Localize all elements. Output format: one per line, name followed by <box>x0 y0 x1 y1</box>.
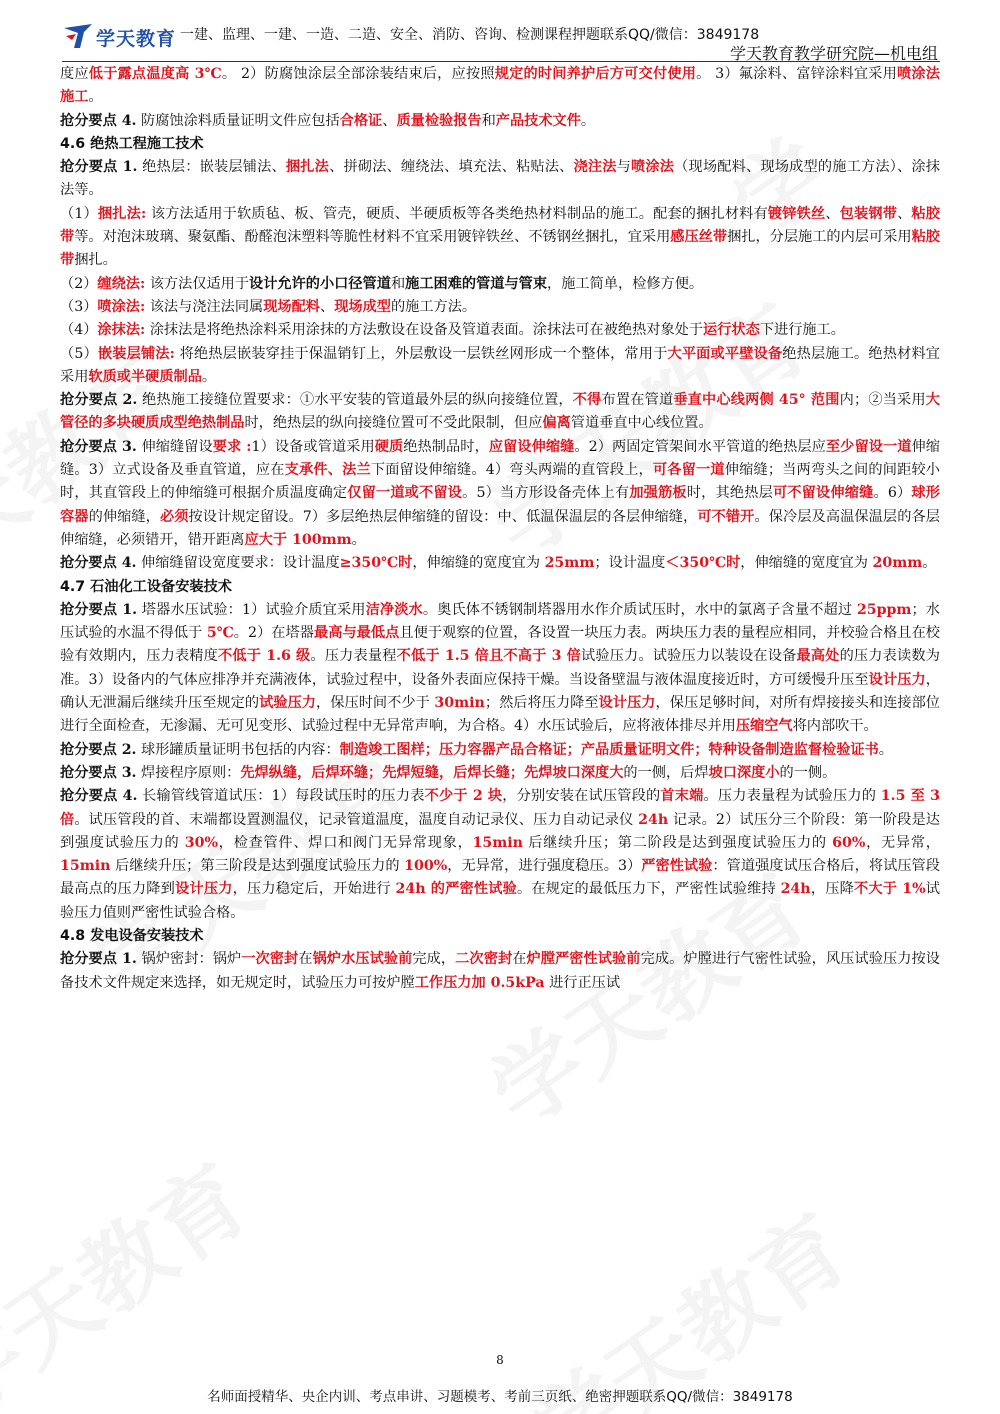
highlight-text: 支承件、法兰 <box>284 462 371 479</box>
highlight-text: 20mm <box>872 555 923 572</box>
highlight-text: 首末端 <box>660 788 704 805</box>
highlight-text: 合格证 <box>339 112 383 129</box>
body-text: 1）设备或管道采用 <box>251 438 375 455</box>
body-text: 焊接程序原则： <box>136 764 241 781</box>
highlight-text: 低于露点温度高 3℃ <box>88 66 222 82</box>
highlight-text: 喷涂法施工 <box>60 66 940 106</box>
body-text: 。保冷层及高温保温层的各层伸缩缝，必须错开，错开距离 <box>60 508 940 548</box>
paragraph <box>60 296 940 319</box>
body-text: 时，绝热层的纵向接缝位置可不受此限制，但应 <box>244 415 543 432</box>
body-text: 塔器水压试验：1）试验介质宜采用 <box>137 601 366 618</box>
body-text: 捆扎。 <box>74 252 117 269</box>
highlight-text: 可不错开 <box>697 508 755 525</box>
body-text: 后继续升压；第二阶段是达到强度试验压力的 <box>522 834 833 851</box>
body-text: ，压力稳定后，开始进行 <box>232 881 396 898</box>
highlight-text: 15min <box>60 858 111 875</box>
highlight-text: 坡口深度小 <box>708 764 780 781</box>
highlight-text: 设计压力 <box>175 881 233 898</box>
body-text: 的施工方法。 <box>390 298 477 315</box>
body-text: 、 <box>897 205 912 222</box>
highlight-text: 软质或半硬质制品 <box>88 368 202 385</box>
body-text: 。在规定的最低压力下，严密性试验维持 <box>516 881 781 898</box>
body-text: 内；②当采用 <box>839 392 926 409</box>
body-text: 、 <box>825 205 840 222</box>
highlight-text: 感压丝带 <box>670 229 728 246</box>
highlight-text: 捆扎法: <box>97 205 147 222</box>
highlight-text: 30min <box>434 695 485 712</box>
highlight-text: 仅留一道或不留设 <box>347 485 463 502</box>
highlight-text: 粘胶带 <box>60 229 940 269</box>
body-text: （4） <box>60 322 98 339</box>
highlight-text: 镀锌铁丝 <box>767 205 826 222</box>
bold-text: 抢分要点 3. <box>60 764 137 781</box>
header-contact-line: 一建、监理、一建、一造、二造、安全、消防、咨询、检测课程押题联系QQ/微信：3849178 <box>180 27 760 43</box>
body-text: 的压力表读数为准。3）设备内的气体应排净并充满液体，试验过程中，设备外表面应保持干燥。当设备壁温与液体温度接近时，方可缓慢升压至 <box>60 648 940 688</box>
highlight-text: 缠绕法: <box>97 275 146 292</box>
body-text: 试验压力值则严密性试验合格。 <box>60 881 940 921</box>
body-text: 。6） <box>873 485 912 502</box>
highlight-text: 不少于 2 块 <box>424 788 503 805</box>
body-text: 按设计规定留设。7）多层绝热层伸缩缝的留设：中、低温保温层的各层伸缩缝， <box>188 508 698 525</box>
body-text: ，保压足够时间，对所有焊接接头和连接部位进行全面检查，无渗漏、无可见变形、试验过程中无异常声响，为合格。4）水压试验后，应将液体排尽并用 <box>60 695 940 735</box>
highlight-text: 应留设伸缩缝 <box>488 438 575 455</box>
section-heading <box>60 576 940 599</box>
body-text: 。 <box>88 89 103 106</box>
paragraph <box>60 599 940 739</box>
paragraph <box>60 948 940 995</box>
paragraph <box>60 739 940 762</box>
paragraph <box>60 343 940 390</box>
body-text: （5） <box>60 345 98 362</box>
body-text: 和 <box>390 275 406 292</box>
highlight-text: 加强筋板 <box>629 485 687 502</box>
body-text: ，分别安装在试压管段的 <box>502 788 661 805</box>
highlight-text: 规定的时间养护后方可交付使用 <box>494 66 697 82</box>
highlight-text: 压缩空气 <box>735 718 793 735</box>
body-text: （3） <box>60 298 98 315</box>
body-text: ，确认无泄漏后继续升压至规定的 <box>60 671 940 712</box>
logo <box>62 22 180 50</box>
highlight-text: 设计压力 <box>868 671 926 688</box>
body-text: 、 <box>382 112 397 129</box>
body-text: ，保压时间不少于 <box>316 695 435 712</box>
highlight-text: 60% <box>832 834 866 851</box>
body-text: ；然后将压力降至 <box>484 695 599 712</box>
body-text: 。 <box>201 368 217 385</box>
body-text: 绝热施工接缝位置要求：①水平安装的管道最外层的纵向接缝位置， <box>137 392 573 409</box>
highlight-text: 运行状态 <box>703 322 760 339</box>
highlight-text: 偏离 <box>542 415 571 432</box>
body-text: ，压降 <box>810 881 854 898</box>
highlight-text: 设计压力 <box>598 695 656 712</box>
highlight-text: 可各留一道 <box>652 462 725 479</box>
body-text: 锅炉密封：锅炉 <box>136 951 242 968</box>
highlight-text: 洁净淡水 <box>365 601 423 618</box>
body-text: 记录。2）试压分三个阶段：第一阶段是达到强度试验压力的 <box>60 811 940 851</box>
bold-text: 抢分要点 3. <box>60 438 137 455</box>
body-text: 等。对泡沫玻璃、聚氨酯、酚醛泡沫塑料等脆性材料不宜采用镀锌铁丝、不锈钢丝捆扎，宜采用 <box>74 229 671 246</box>
body-text: 将绝热层嵌装穿挂于保温销钉上，外层敷设一层铁丝网形成一个整体，常用于 <box>174 345 668 362</box>
highlight-text: 质量检验报告 <box>396 112 482 129</box>
paragraph <box>60 63 940 110</box>
body-text: 将内部吹干。 <box>792 718 878 735</box>
bold-text: 抢分要点 1. <box>60 601 138 618</box>
paragraph <box>60 156 940 203</box>
highlight-text: 1.5 至 3 倍 <box>60 788 940 828</box>
highlight-text: 5℃ <box>206 625 234 642</box>
highlight-text: 大平面或平壁设备 <box>667 345 783 362</box>
paragraph <box>60 785 940 925</box>
bold-text: 抢分要点 1. <box>60 159 138 176</box>
page-number: 8 <box>496 1353 504 1367</box>
highlight-text: 25mm <box>544 555 595 572</box>
body-text: （2） <box>60 275 98 292</box>
body-text: 的一侧。 <box>779 764 837 781</box>
body-text: ；设计温度 <box>594 555 666 572</box>
highlight-text: ＜350℃时 <box>665 555 741 572</box>
highlight-text: 喷涂法 <box>630 159 675 176</box>
body-text: 布置在管道 <box>601 392 674 409</box>
logo-text: 学天教育 <box>96 28 177 50</box>
body-text: 后继续升压；第三阶段是达到强度试验压力的 <box>110 858 405 875</box>
highlight-text: 垂直中心线两侧 45° 范围 <box>673 392 840 409</box>
body-text: 该方法适用于软质毡、板、管壳，硬质、半硬质板等各类绝热材料制品的施工。配套的捆扎材料有 <box>146 205 768 222</box>
highlight-text: 喷涂法: <box>97 298 146 315</box>
highlight-text: 不大于 1% <box>853 881 926 898</box>
body-text: （1） <box>60 205 98 222</box>
bold-text: 抢分要点 4. <box>60 788 138 805</box>
highlight-text: 25ppm <box>856 601 912 618</box>
body-text: ，无异常，进行强度稳压。3） <box>447 858 642 875</box>
highlight-text: 15min <box>472 834 523 851</box>
highlight-text: 制造竣工图样；压力容器产品合格证；产品质量证明文件；特种设备制造监督检验证书 <box>339 741 879 758</box>
highlight-text: 锅炉水压试验前 <box>312 951 413 968</box>
body-text: 且便于观察的位置，各设置一块压力表。两块压力表的量程应相同，并校验合格且在校验有效期内，压力表精度 <box>60 625 940 665</box>
body-text: 。 <box>580 112 596 129</box>
bold-text: 抢分要点 2. <box>60 741 137 758</box>
heading-text: 4.8 发电设备安装技术 <box>60 927 204 944</box>
body-text: ，伸缩缝的宽度宜为 <box>412 555 545 572</box>
bold-text: 抢分要点 2. <box>60 392 138 409</box>
bold-text: 抢分要点 4. <box>60 555 137 572</box>
body-text: 。 <box>922 555 937 572</box>
body-text: 与 <box>616 159 631 176</box>
body-text: 在 <box>298 951 313 968</box>
highlight-text: 试验压力 <box>259 695 317 712</box>
heading-text: 4.6 绝热工程施工技术 <box>60 135 204 152</box>
body-text: 伸缩缝留设宽度要求：设计温度 <box>136 555 340 572</box>
highlight-text: 不得 <box>572 392 602 409</box>
highlight-text: 不低于 1.5 倍且不高于 3 倍 <box>396 648 581 665</box>
bold-text: 施工困难的管道与管束 <box>405 275 548 292</box>
bold-text: 设计允许的小口径管道 <box>249 275 391 292</box>
highlight-text: 大管径的多块硬质成型绝热制品 <box>60 392 940 432</box>
body-text: ；水压试验的水温不得低于 <box>60 601 940 642</box>
body-text: 在 <box>512 951 527 968</box>
body-text: （现场配料、现场成型的施工方法）、涂抹法等。 <box>60 159 940 199</box>
body-text: 的一侧，后焊 <box>623 764 709 781</box>
highlight-text: 可不留设伸缩缝 <box>772 485 874 502</box>
body-text: ：管道强度试压合格后，将试压管段最高点的压力降到 <box>60 858 940 898</box>
bold-text: 抢分要点 1. <box>60 951 137 968</box>
body-text: 伸缩缝。3）立式设备及垂直管道，应在 <box>60 438 940 479</box>
highlight-text: 30% <box>184 834 218 851</box>
highlight-text: 现场配料 <box>263 298 320 315</box>
highlight-text: 24h 的严密性试验 <box>395 881 517 898</box>
highlight-text: 100% <box>404 858 448 875</box>
paragraph <box>60 273 940 296</box>
paragraph <box>60 762 940 785</box>
logo-mark-icon <box>62 22 96 50</box>
body-text: 时，其绝热层 <box>686 485 773 502</box>
highlight-text: 粘胶带 <box>60 205 940 246</box>
highlight-text: 现场成型 <box>334 298 391 315</box>
body-text: ，无异常， <box>865 834 940 851</box>
body-text: 试验压力。试验压力以装设在设备 <box>580 648 797 665</box>
highlight-text: 炉膛严密性试验前 <box>526 951 641 968</box>
svg-text:学天教育 <box>512 1196 867 1414</box>
highlight-text: 涂抹法: <box>97 322 146 339</box>
paragraph <box>60 436 940 552</box>
body-text: 度应 <box>60 66 89 82</box>
document-body <box>60 63 940 995</box>
body-text: 进行正压试 <box>544 974 621 991</box>
paragraph <box>60 552 940 575</box>
highlight-text: 严密性试验 <box>641 858 713 875</box>
highlight-text: 应大于 100mm <box>244 531 352 548</box>
section-heading <box>60 925 940 948</box>
body-text: 涂抹法是将绝热涂料采用涂抹的方法敷设在设备及管道表面。涂抹法可在被绝热对象处于 <box>145 322 704 339</box>
page-header <box>62 22 942 62</box>
highlight-text: 至少留设一道 <box>825 438 912 455</box>
bold-text: 抢分要点 4. <box>60 112 137 129</box>
body-text: 。 <box>351 531 366 548</box>
body-text: 。5）当方形设备壳体上有 <box>462 485 630 502</box>
body-text: 长输管线管道试压：1）每段试压时的压力表 <box>137 788 425 805</box>
body-text: 完成， <box>412 951 456 968</box>
body-text: 。试压管段的首、末端都设置测温仪，记录管道温度，温度自动记录仪、压力自动记录仪 <box>74 811 639 828</box>
body-text: 。2）两固定管架间水平管道的绝热层应 <box>574 438 826 455</box>
paragraph <box>60 203 940 273</box>
highlight-text: 球形容器 <box>60 485 940 525</box>
highlight-text: 硬质 <box>374 438 404 455</box>
highlight-text: 二次密封 <box>455 951 513 968</box>
highlight-text: 包装钢带 <box>839 205 898 222</box>
body-text: 和 <box>481 112 496 129</box>
body-text: 管道垂直中心线位置。 <box>570 415 713 432</box>
body-text: 球形罐质量证明书包括的内容： <box>136 741 340 758</box>
highlight-text: 不低于 1.6 级 <box>218 648 311 665</box>
paragraph <box>60 110 940 133</box>
body-text: 。奥氏体不锈钢制塔器用水作介质试压时，水中的氯离子含量不超过 <box>422 601 857 618</box>
highlight-text: 最高处 <box>796 648 840 665</box>
body-text: 、 <box>320 298 335 315</box>
body-text: 下进行施工。 <box>759 322 845 339</box>
highlight-text: 最高与最低点 <box>314 625 400 642</box>
body-text: 伸缩缝留设 <box>136 438 213 455</box>
highlight-text: ≥350℃时 <box>339 555 413 572</box>
header-department: 学天教育教学研究院—机电组 <box>729 44 938 63</box>
body-text: ，检查管件、焊口和阀门无异常现象， <box>217 834 473 851</box>
body-text: 。 <box>878 741 893 758</box>
highlight-text: 24h <box>780 881 811 898</box>
body-text: 绝热层：嵌装层铺法、 <box>137 159 286 176</box>
paragraph <box>60 319 940 342</box>
body-text: 的伸缩缝， <box>88 508 160 525</box>
body-text: 、拼砌法、缠绕法、填充法、粘贴法、 <box>329 159 574 176</box>
body-text: 绝热层施工。绝热材料宜采用 <box>60 345 940 385</box>
highlight-text: 24h <box>638 811 669 828</box>
body-text: 完成。炉膛进行气密性试验，风压试验压力按设备技术文件规定来选择，如无规定时，试验压力可按炉膛 <box>60 951 940 991</box>
body-text: 伸缩缝；当两弯头之间的间距较小时，其直管段上的伸缩缝可根据介质温度确定 <box>60 462 940 502</box>
paragraph <box>60 389 940 436</box>
highlight-text: 产品技术文件 <box>495 112 581 129</box>
body-text: 捆扎，分层施工的内层可采用 <box>727 229 912 246</box>
highlight-text: 浇注法 <box>573 159 617 176</box>
body-text: 。 3）氟涂料、富锌涂料宜采用 <box>696 66 898 82</box>
svg-text:学天教育 <box>0 1146 268 1414</box>
highlight-text: 嵌装层铺法: <box>97 345 175 362</box>
body-text: 该方法仅适用于 <box>145 275 250 292</box>
body-text: 防腐蚀涂料质量证明文件应包括 <box>136 112 340 129</box>
highlight-text: 一次密封 <box>241 951 299 968</box>
body-text: 该法与浇注法同属 <box>145 298 264 315</box>
body-text: ，施工简单，检修方便。 <box>547 275 704 292</box>
body-text: ，伸缩缝的宽度宜为 <box>740 555 873 572</box>
highlight-text: 工作压力加 0.5kPa <box>414 974 545 991</box>
heading-text: 4.7 石油化工设备安装技术 <box>60 578 232 595</box>
body-text: 下面留设伸缩缝。4）弯头两端的直管段上， <box>370 462 653 479</box>
body-text: 。压力表量程 <box>310 648 397 665</box>
footer-promo: 名师面授精华、央企内训、考点串讲、习题模考、考前三页纸、绝密押题联系QQ/微信：3849178 <box>207 1389 793 1405</box>
highlight-text: 要求 : <box>212 438 252 455</box>
highlight-text: 必须 <box>159 508 189 525</box>
section-heading <box>60 133 940 156</box>
header-divider <box>62 61 940 62</box>
body-text: 。压力表量程为试验压力的 <box>703 788 881 805</box>
body-text: 。2）在塔器 <box>233 625 314 642</box>
highlight-text: 先焊纵缝，后焊环缝；先焊短缝，后焊长缝；先焊坡口深度大 <box>240 764 624 781</box>
highlight-text: 捆扎法 <box>285 159 330 176</box>
body-text: 绝热制品时， <box>403 438 489 455</box>
body-text: 。 2）防腐蚀涂层全部涂装结束后，应按照 <box>221 66 495 82</box>
